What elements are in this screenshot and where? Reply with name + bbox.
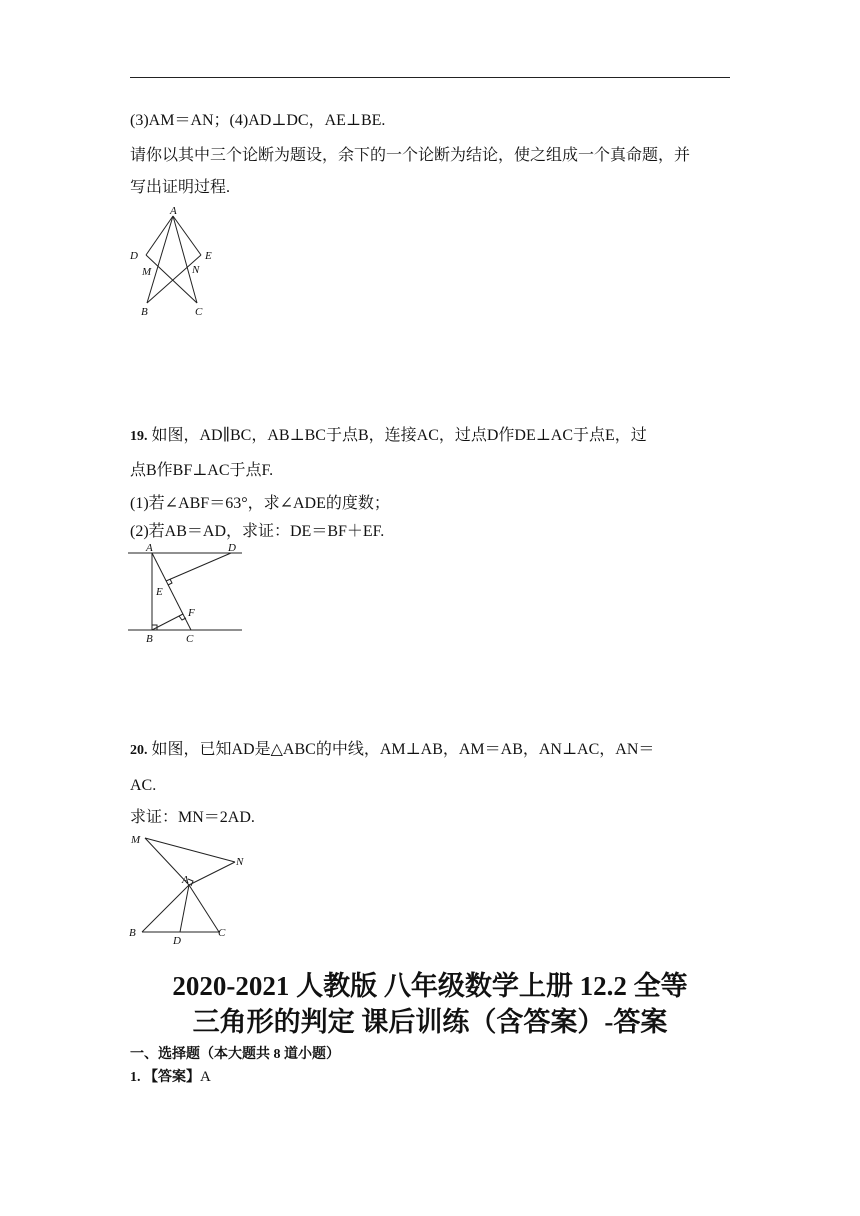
q20-line-1 bbox=[130, 740, 654, 761]
q19-label-b: B bbox=[146, 633, 153, 645]
q20-label-c: C bbox=[218, 927, 226, 939]
q20-number: 20. bbox=[130, 743, 148, 758]
q20-label-a: A bbox=[182, 874, 189, 886]
q20-figure bbox=[125, 825, 250, 947]
q18-label-m: M bbox=[142, 266, 152, 278]
q20-text-1: 如图，已知AD是△ABC的中线，AM⊥AB，AM＝AB，AN⊥AC，AN＝ bbox=[151, 741, 655, 758]
q18-line-1: (3)AM＝AN；(4)AD⊥DC，AE⊥BE. bbox=[130, 112, 386, 129]
answer-item-1-value: A bbox=[200, 1069, 211, 1085]
q18-line-2: 请你以其中三个论断为题设，余下的一个论断为结论，使之组成一个真命题，并 bbox=[130, 147, 691, 164]
q19-line-4: (2)若AB＝AD，求证：DE＝BF＋EF. bbox=[130, 523, 385, 540]
answer-item-1 bbox=[130, 1068, 211, 1087]
q20-label-d: D bbox=[173, 935, 181, 947]
q20-label-m: M bbox=[131, 834, 141, 846]
q19-label-d: D bbox=[228, 542, 236, 554]
q19-text-1: 如图，AD∥BC，AB⊥BC于点B，连接AC，过点D作DE⊥AC于点E，过 bbox=[151, 427, 647, 444]
q20-label-n: N bbox=[236, 856, 244, 868]
q19-label-e: E bbox=[156, 586, 163, 598]
q20-line-2: AC. bbox=[130, 777, 157, 794]
q19-line-2: 点B作BF⊥AC于点F. bbox=[130, 462, 274, 479]
q18-label-c: C bbox=[195, 306, 203, 318]
q20-line-3: 求证：MN＝2AD. bbox=[130, 809, 255, 826]
answer-title-line-2: 三角形的判定 课后训练（含答案）-答案 bbox=[192, 1007, 668, 1037]
answer-item-1-label: 【答案】 bbox=[144, 1070, 200, 1085]
answer-item-1-number: 1. bbox=[130, 1070, 141, 1085]
q18-figure bbox=[125, 202, 225, 320]
q18-label-a: A bbox=[170, 205, 177, 217]
header-rule bbox=[130, 77, 730, 78]
q20-label-b: B bbox=[129, 927, 136, 939]
q19-label-c: C bbox=[186, 633, 194, 645]
q19-label-a: A bbox=[146, 542, 153, 554]
q18-label-d: D bbox=[130, 250, 138, 262]
section-heading: 一、选择题（本大题共 8 道小题） bbox=[130, 1047, 340, 1062]
q18-label-e: E bbox=[205, 250, 212, 262]
q18-line-3: 写出证明过程. bbox=[130, 179, 231, 196]
q19-line-3: (1)若∠ABF＝63°，求∠ADE的度数； bbox=[130, 495, 390, 512]
answer-title-line-1: 2020-2021 人教版 八年级数学上册 12.2 全等 bbox=[172, 971, 688, 1001]
q19-label-f: F bbox=[188, 607, 195, 619]
q19-figure bbox=[125, 540, 250, 650]
q18-label-n: N bbox=[192, 264, 200, 276]
q18-label-b: B bbox=[141, 306, 148, 318]
q19-number: 19. bbox=[130, 429, 148, 444]
q19-line-1 bbox=[130, 426, 647, 447]
